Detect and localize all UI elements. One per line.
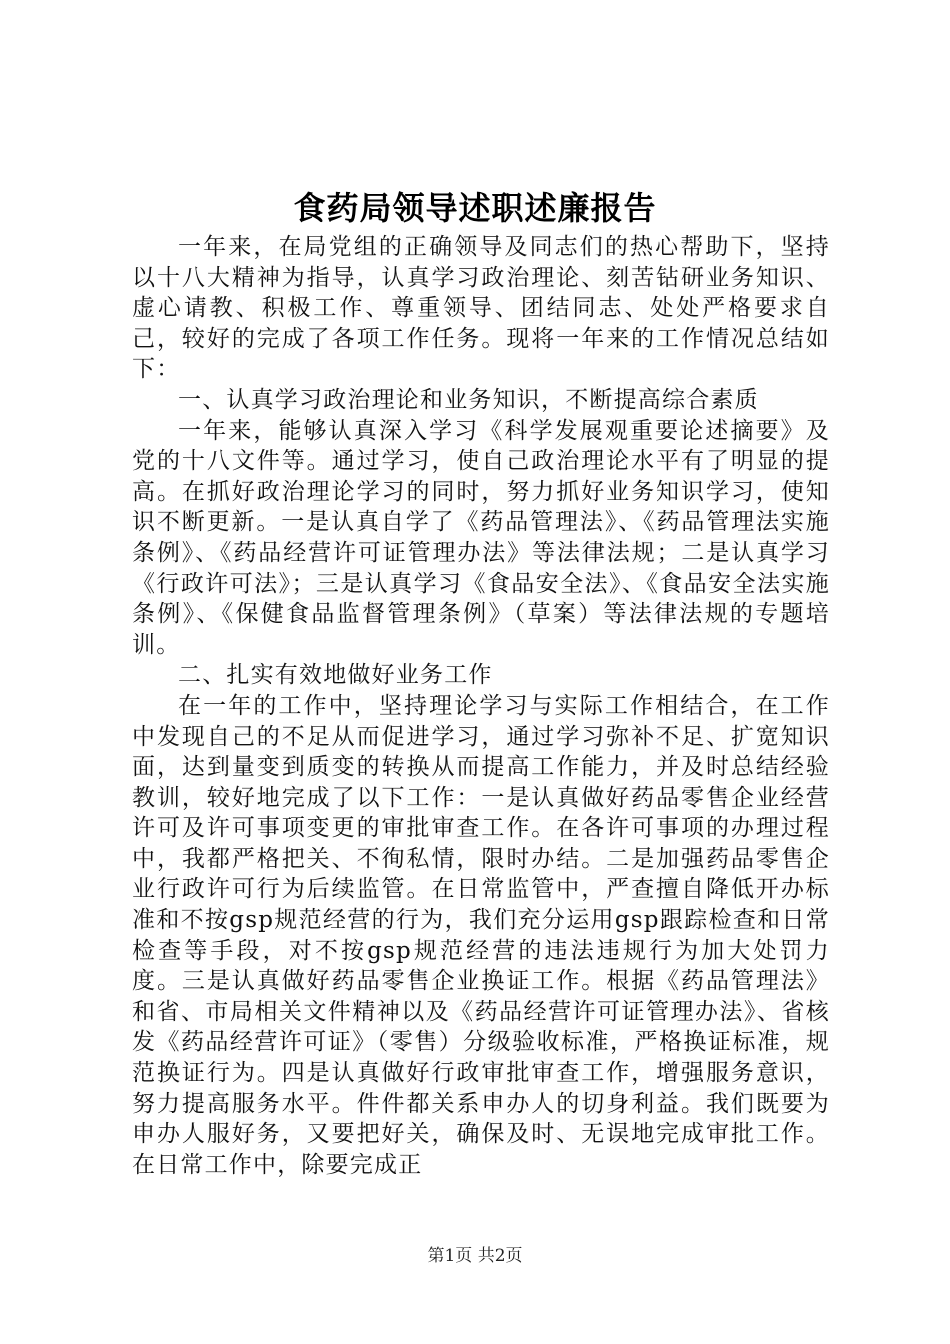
section-heading-1: 一、认真学习政治理论和业务知识，不断提高综合素质 bbox=[178, 386, 759, 413]
document-body bbox=[132, 232, 830, 1180]
page-number: 第1页 共2页 bbox=[427, 1246, 523, 1266]
section-2-paragraph: 在一年的工作中，坚持理论学习与实际工作相结合，在工作中发现自己的不足从而促进学习，通过学习弥补不足、扩宽知识面，达到量变到质变的转换从而提高工作能力，并及时总结经验教训，较好地完成了以下工作：一是认真做好药品零售企业经营许可及许可事项变更的审批审查工作。在各许可事项的办理过程中，我都严格把关、不徇私情，限时办结。二是加强药品零售企业行政许可行为后续监管。在日常监管中，严查擅自降低开办标准和不按gsp规范经营的行为，我们充分运用gsp跟踪检查和日常检查等手段，对不按gsp规范经营的违法违规行为加大处罚力度。三是认真做好药品零售企业换证工作。根据《药品管理法》和省、市局相关文件精神以及《药品经营许可证管理办法》、省核发《药品经营许可证》（零售）分级验收标准，严格换证标准，规范换证行为。四是认真做好行政审批审查工作，增强服务意识，努力提高服务水平。件件都关系申办人的切身利益。我们既要为申办人服好务，又要把好关，确保及时、无误地完成审批工作。在日常工作中，除要完成正 bbox=[132, 692, 830, 1178]
section-1-paragraph: 一年来，能够认真深入学习《科学发展观重要论述摘要》及党的十八文件等。通过学习，使自己政治理论水平有了明显的提高。在抓好政治理论学习的同时，努力抓好业务知识学习，使知识不断更新。一是认真自学了《药品管理法》、《药品管理法实施条例》、《药品经营许可证管理办法》等法律法规；二是认真学习《行政许可法》；三是认真学习《食品安全法》、《食品安全法实施条例》、《保健食品监督管理条例》（草案）等法律法规的专题培训。 bbox=[132, 417, 830, 658]
intro-paragraph: 一年来，在局党组的正确领导及同志们的热心帮助下，坚持以十八大精神为指导，认真学习政治理论、刻苦钻研业务知识、虚心请教、积极工作、尊重领导、团结同志、处处严格要求自己，较好的完成了各项工作任务。现将一年来的工作情况总结如下： bbox=[132, 234, 830, 383]
section-heading-2: 二、扎实有效地做好业务工作 bbox=[178, 662, 493, 689]
document-title: 食药局领导述职述廉报告 bbox=[293, 189, 657, 227]
